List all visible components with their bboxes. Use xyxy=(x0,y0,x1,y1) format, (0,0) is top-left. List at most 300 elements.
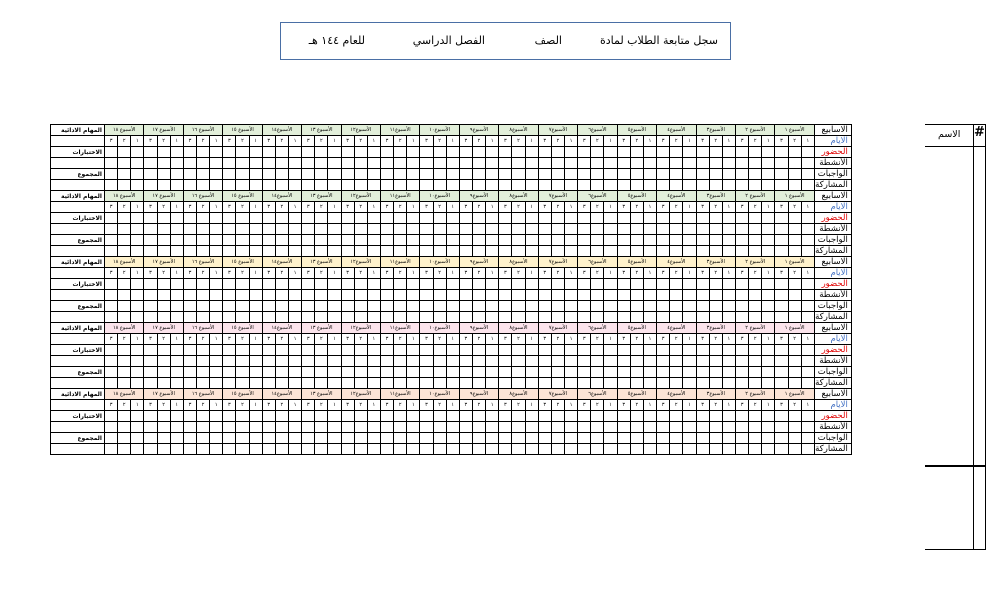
grade-cell[interactable] xyxy=(472,279,485,290)
grade-cell[interactable] xyxy=(578,290,591,301)
grade-cell[interactable] xyxy=(578,378,591,389)
grade-cell[interactable] xyxy=(288,147,301,158)
grade-cell[interactable] xyxy=(380,433,393,444)
grade-cell[interactable] xyxy=(525,279,538,290)
grade-cell[interactable] xyxy=(722,224,735,235)
grade-cell[interactable] xyxy=(551,422,564,433)
grade-cell[interactable] xyxy=(420,290,433,301)
grade-cell[interactable] xyxy=(749,422,762,433)
grade-cell[interactable] xyxy=(617,279,630,290)
grade-cell[interactable] xyxy=(617,444,630,455)
grade-cell[interactable] xyxy=(249,433,262,444)
grade-cell[interactable] xyxy=(170,345,183,356)
grade-cell[interactable] xyxy=(315,158,328,169)
grade-cell[interactable] xyxy=(288,246,301,257)
grade-cell[interactable] xyxy=(328,444,341,455)
grade-cell[interactable] xyxy=(459,433,472,444)
grade-cell[interactable] xyxy=(380,235,393,246)
grade-cell[interactable] xyxy=(105,345,118,356)
grade-cell[interactable] xyxy=(709,147,722,158)
grade-cell[interactable] xyxy=(551,411,564,422)
grade-cell[interactable] xyxy=(775,312,788,323)
grade-cell[interactable] xyxy=(170,180,183,191)
grade-cell[interactable] xyxy=(144,356,157,367)
grade-cell[interactable] xyxy=(236,235,249,246)
grade-cell[interactable] xyxy=(709,301,722,312)
grade-cell[interactable] xyxy=(105,312,118,323)
grade-cell[interactable] xyxy=(236,290,249,301)
grade-cell[interactable] xyxy=(499,246,512,257)
grade-cell[interactable] xyxy=(696,147,709,158)
grade-cell[interactable] xyxy=(105,213,118,224)
grade-cell[interactable] xyxy=(749,235,762,246)
grade-cell[interactable] xyxy=(657,235,670,246)
grade-cell[interactable] xyxy=(525,422,538,433)
grade-cell[interactable] xyxy=(196,433,209,444)
grade-cell[interactable] xyxy=(459,301,472,312)
grade-cell[interactable] xyxy=(604,378,617,389)
grade-cell[interactable] xyxy=(433,279,446,290)
grade-cell[interactable] xyxy=(657,422,670,433)
grade-cell[interactable] xyxy=(341,411,354,422)
grade-cell[interactable] xyxy=(762,301,775,312)
grade-cell[interactable] xyxy=(341,224,354,235)
grade-cell[interactable] xyxy=(722,301,735,312)
grade-cell[interactable] xyxy=(249,235,262,246)
grade-cell[interactable] xyxy=(788,279,801,290)
grade-cell[interactable] xyxy=(472,444,485,455)
grade-cell[interactable] xyxy=(118,147,131,158)
grade-cell[interactable] xyxy=(578,356,591,367)
grade-cell[interactable] xyxy=(801,411,814,422)
grade-cell[interactable] xyxy=(735,444,748,455)
grade-cell[interactable] xyxy=(446,367,459,378)
grade-cell[interactable] xyxy=(551,279,564,290)
grade-cell[interactable] xyxy=(380,444,393,455)
grade-cell[interactable] xyxy=(538,444,551,455)
grade-cell[interactable] xyxy=(643,378,656,389)
grade-cell[interactable] xyxy=(578,367,591,378)
grade-cell[interactable] xyxy=(578,213,591,224)
grade-cell[interactable] xyxy=(328,180,341,191)
blank-cell[interactable] xyxy=(51,334,105,345)
grade-cell[interactable] xyxy=(131,422,144,433)
grade-cell[interactable] xyxy=(564,279,577,290)
grade-cell[interactable] xyxy=(788,169,801,180)
grade-cell[interactable] xyxy=(302,367,315,378)
grade-cell[interactable] xyxy=(775,224,788,235)
grade-cell[interactable] xyxy=(288,356,301,367)
grade-cell[interactable] xyxy=(578,345,591,356)
grade-cell[interactable] xyxy=(446,235,459,246)
grade-cell[interactable] xyxy=(722,213,735,224)
grade-cell[interactable] xyxy=(354,356,367,367)
grade-cell[interactable] xyxy=(709,378,722,389)
grade-cell[interactable] xyxy=(407,158,420,169)
grade-cell[interactable] xyxy=(183,235,196,246)
grade-cell[interactable] xyxy=(538,411,551,422)
grade-cell[interactable] xyxy=(525,235,538,246)
grade-cell[interactable] xyxy=(367,433,380,444)
grade-cell[interactable] xyxy=(262,213,275,224)
grade-cell[interactable] xyxy=(657,147,670,158)
grade-cell[interactable] xyxy=(433,422,446,433)
grade-cell[interactable] xyxy=(499,356,512,367)
grade-cell[interactable] xyxy=(275,433,288,444)
grade-cell[interactable] xyxy=(407,422,420,433)
grade-cell[interactable] xyxy=(328,147,341,158)
grade-cell[interactable] xyxy=(775,433,788,444)
grade-cell[interactable] xyxy=(262,345,275,356)
grade-cell[interactable] xyxy=(105,246,118,257)
grade-cell[interactable] xyxy=(262,422,275,433)
grade-cell[interactable] xyxy=(196,378,209,389)
grade-cell[interactable] xyxy=(696,224,709,235)
grade-cell[interactable] xyxy=(486,301,499,312)
grade-cell[interactable] xyxy=(762,158,775,169)
grade-cell[interactable] xyxy=(275,290,288,301)
grade-cell[interactable] xyxy=(472,246,485,257)
grade-cell[interactable] xyxy=(118,367,131,378)
grade-cell[interactable] xyxy=(170,433,183,444)
grade-cell[interactable] xyxy=(210,169,223,180)
grade-cell[interactable] xyxy=(722,312,735,323)
grade-cell[interactable] xyxy=(367,158,380,169)
grade-cell[interactable] xyxy=(210,246,223,257)
grade-cell[interactable] xyxy=(551,235,564,246)
grade-cell[interactable] xyxy=(604,411,617,422)
grade-cell[interactable] xyxy=(762,411,775,422)
grade-cell[interactable] xyxy=(512,158,525,169)
grade-cell[interactable] xyxy=(683,422,696,433)
grade-cell[interactable] xyxy=(591,378,604,389)
grade-cell[interactable] xyxy=(288,312,301,323)
grade-cell[interactable] xyxy=(302,213,315,224)
grade-cell[interactable] xyxy=(170,290,183,301)
grade-cell[interactable] xyxy=(223,169,236,180)
grade-cell[interactable] xyxy=(657,433,670,444)
grade-cell[interactable] xyxy=(630,312,643,323)
grade-cell[interactable] xyxy=(657,411,670,422)
grade-cell[interactable] xyxy=(288,422,301,433)
grade-cell[interactable] xyxy=(249,367,262,378)
grade-cell[interactable] xyxy=(380,422,393,433)
grade-cell[interactable] xyxy=(144,301,157,312)
grade-cell[interactable] xyxy=(367,367,380,378)
grade-cell[interactable] xyxy=(275,213,288,224)
grade-cell[interactable] xyxy=(512,367,525,378)
grade-cell[interactable] xyxy=(578,235,591,246)
grade-cell[interactable] xyxy=(105,147,118,158)
grade-cell[interactable] xyxy=(512,246,525,257)
grade-cell[interactable] xyxy=(157,312,170,323)
grade-cell[interactable] xyxy=(683,411,696,422)
grade-cell[interactable] xyxy=(735,279,748,290)
grade-cell[interactable] xyxy=(801,147,814,158)
grade-cell[interactable] xyxy=(407,411,420,422)
grade-cell[interactable] xyxy=(538,378,551,389)
grade-cell[interactable] xyxy=(591,301,604,312)
grade-cell[interactable] xyxy=(538,367,551,378)
grade-cell[interactable] xyxy=(709,213,722,224)
grade-cell[interactable] xyxy=(604,235,617,246)
grade-cell[interactable] xyxy=(617,312,630,323)
grade-cell[interactable] xyxy=(105,279,118,290)
grade-cell[interactable] xyxy=(394,422,407,433)
grade-cell[interactable] xyxy=(499,367,512,378)
grade-cell[interactable] xyxy=(170,235,183,246)
grade-cell[interactable] xyxy=(735,356,748,367)
grade-cell[interactable] xyxy=(433,224,446,235)
grade-cell[interactable] xyxy=(538,213,551,224)
grade-cell[interactable] xyxy=(236,224,249,235)
grade-cell[interactable] xyxy=(788,235,801,246)
grade-cell[interactable] xyxy=(630,246,643,257)
grade-cell[interactable] xyxy=(118,312,131,323)
grade-cell[interactable] xyxy=(578,422,591,433)
grade-cell[interactable] xyxy=(262,433,275,444)
grade-cell[interactable] xyxy=(762,180,775,191)
grade-cell[interactable] xyxy=(735,169,748,180)
grade-cell[interactable] xyxy=(302,235,315,246)
grade-cell[interactable] xyxy=(630,180,643,191)
grade-cell[interactable] xyxy=(670,246,683,257)
grade-cell[interactable] xyxy=(459,169,472,180)
grade-cell[interactable] xyxy=(749,312,762,323)
grade-cell[interactable] xyxy=(696,444,709,455)
grade-cell[interactable] xyxy=(328,433,341,444)
grade-cell[interactable] xyxy=(118,290,131,301)
grade-cell[interactable] xyxy=(486,290,499,301)
grade-cell[interactable] xyxy=(722,279,735,290)
grade-cell[interactable] xyxy=(144,180,157,191)
grade-cell[interactable] xyxy=(670,312,683,323)
blank-cell[interactable] xyxy=(51,268,105,279)
grade-cell[interactable] xyxy=(801,290,814,301)
grade-cell[interactable] xyxy=(354,290,367,301)
grade-cell[interactable] xyxy=(657,345,670,356)
grade-cell[interactable] xyxy=(315,378,328,389)
grade-cell[interactable] xyxy=(131,433,144,444)
grade-cell[interactable] xyxy=(696,312,709,323)
grade-cell[interactable] xyxy=(683,301,696,312)
grade-cell[interactable] xyxy=(394,213,407,224)
grade-cell[interactable] xyxy=(446,312,459,323)
grade-cell[interactable] xyxy=(328,301,341,312)
grade-cell[interactable] xyxy=(486,422,499,433)
grade-cell[interactable] xyxy=(578,158,591,169)
grade-cell[interactable] xyxy=(380,180,393,191)
grade-cell[interactable] xyxy=(275,411,288,422)
blank-cell[interactable] xyxy=(51,180,105,191)
grade-cell[interactable] xyxy=(170,422,183,433)
grade-cell[interactable] xyxy=(170,356,183,367)
grade-cell[interactable] xyxy=(144,224,157,235)
grade-cell[interactable] xyxy=(420,180,433,191)
grade-cell[interactable] xyxy=(157,367,170,378)
grade-cell[interactable] xyxy=(157,246,170,257)
grade-cell[interactable] xyxy=(617,224,630,235)
grade-cell[interactable] xyxy=(223,367,236,378)
grade-cell[interactable] xyxy=(762,378,775,389)
grade-cell[interactable] xyxy=(131,235,144,246)
grade-cell[interactable] xyxy=(157,180,170,191)
grade-cell[interactable] xyxy=(683,169,696,180)
grade-cell[interactable] xyxy=(578,279,591,290)
grade-cell[interactable] xyxy=(288,411,301,422)
grade-cell[interactable] xyxy=(105,158,118,169)
grade-cell[interactable] xyxy=(275,246,288,257)
grade-cell[interactable] xyxy=(459,147,472,158)
grade-cell[interactable] xyxy=(407,169,420,180)
grade-cell[interactable] xyxy=(538,290,551,301)
grade-cell[interactable] xyxy=(367,180,380,191)
grade-cell[interactable] xyxy=(262,444,275,455)
grade-cell[interactable] xyxy=(302,246,315,257)
grade-cell[interactable] xyxy=(433,444,446,455)
grade-cell[interactable] xyxy=(262,158,275,169)
grade-cell[interactable] xyxy=(341,301,354,312)
grade-cell[interactable] xyxy=(551,444,564,455)
grade-cell[interactable] xyxy=(762,312,775,323)
grade-cell[interactable] xyxy=(775,290,788,301)
grade-cell[interactable] xyxy=(118,213,131,224)
grade-cell[interactable] xyxy=(328,224,341,235)
grade-cell[interactable] xyxy=(525,444,538,455)
grade-cell[interactable] xyxy=(170,378,183,389)
grade-cell[interactable] xyxy=(486,279,499,290)
grade-cell[interactable] xyxy=(407,356,420,367)
grade-cell[interactable] xyxy=(394,169,407,180)
grade-cell[interactable] xyxy=(512,422,525,433)
grade-cell[interactable] xyxy=(499,169,512,180)
grade-cell[interactable] xyxy=(696,367,709,378)
grade-cell[interactable] xyxy=(643,213,656,224)
grade-cell[interactable] xyxy=(105,235,118,246)
grade-cell[interactable] xyxy=(367,235,380,246)
grade-cell[interactable] xyxy=(564,224,577,235)
grade-cell[interactable] xyxy=(144,411,157,422)
grade-cell[interactable] xyxy=(630,433,643,444)
grade-cell[interactable] xyxy=(118,378,131,389)
grade-cell[interactable] xyxy=(591,312,604,323)
grade-cell[interactable] xyxy=(657,224,670,235)
grade-cell[interactable] xyxy=(630,367,643,378)
grade-cell[interactable] xyxy=(302,312,315,323)
grade-cell[interactable] xyxy=(564,147,577,158)
grade-cell[interactable] xyxy=(499,213,512,224)
grade-cell[interactable] xyxy=(157,411,170,422)
grade-cell[interactable] xyxy=(551,367,564,378)
grade-cell[interactable] xyxy=(223,422,236,433)
grade-cell[interactable] xyxy=(196,158,209,169)
grade-cell[interactable] xyxy=(538,180,551,191)
grade-cell[interactable] xyxy=(630,422,643,433)
grade-cell[interactable] xyxy=(433,290,446,301)
grade-cell[interactable] xyxy=(486,444,499,455)
grade-cell[interactable] xyxy=(354,279,367,290)
grade-cell[interactable] xyxy=(538,279,551,290)
grade-cell[interactable] xyxy=(775,180,788,191)
grade-cell[interactable] xyxy=(591,356,604,367)
grade-cell[interactable] xyxy=(288,180,301,191)
grade-cell[interactable] xyxy=(722,147,735,158)
grade-cell[interactable] xyxy=(591,224,604,235)
grade-cell[interactable] xyxy=(302,158,315,169)
grade-cell[interactable] xyxy=(499,147,512,158)
grade-cell[interactable] xyxy=(459,356,472,367)
grade-cell[interactable] xyxy=(512,411,525,422)
grade-cell[interactable] xyxy=(630,235,643,246)
grade-cell[interactable] xyxy=(420,279,433,290)
grade-cell[interactable] xyxy=(328,356,341,367)
grade-cell[interactable] xyxy=(157,158,170,169)
grade-cell[interactable] xyxy=(446,433,459,444)
grade-cell[interactable] xyxy=(288,224,301,235)
grade-cell[interactable] xyxy=(262,367,275,378)
grade-cell[interactable] xyxy=(354,312,367,323)
grade-cell[interactable] xyxy=(670,345,683,356)
grade-cell[interactable] xyxy=(525,213,538,224)
grade-cell[interactable] xyxy=(643,356,656,367)
grade-cell[interactable] xyxy=(564,246,577,257)
grade-cell[interactable] xyxy=(196,312,209,323)
grade-cell[interactable] xyxy=(328,367,341,378)
grade-cell[interactable] xyxy=(472,169,485,180)
grade-cell[interactable] xyxy=(630,378,643,389)
grade-cell[interactable] xyxy=(118,235,131,246)
grade-cell[interactable] xyxy=(210,301,223,312)
grade-cell[interactable] xyxy=(183,224,196,235)
grade-cell[interactable] xyxy=(630,301,643,312)
grade-cell[interactable] xyxy=(210,444,223,455)
grade-cell[interactable] xyxy=(604,147,617,158)
grade-cell[interactable] xyxy=(499,422,512,433)
grade-cell[interactable] xyxy=(354,411,367,422)
grade-cell[interactable] xyxy=(762,147,775,158)
grade-cell[interactable] xyxy=(749,180,762,191)
grade-cell[interactable] xyxy=(196,180,209,191)
grade-cell[interactable] xyxy=(249,279,262,290)
grade-cell[interactable] xyxy=(604,158,617,169)
grade-cell[interactable] xyxy=(354,367,367,378)
grade-cell[interactable] xyxy=(394,147,407,158)
grade-cell[interactable] xyxy=(249,345,262,356)
grade-cell[interactable] xyxy=(354,246,367,257)
grade-cell[interactable] xyxy=(433,246,446,257)
grade-cell[interactable] xyxy=(394,356,407,367)
grade-cell[interactable] xyxy=(591,422,604,433)
grade-cell[interactable] xyxy=(459,411,472,422)
grade-cell[interactable] xyxy=(341,290,354,301)
grade-cell[interactable] xyxy=(170,312,183,323)
grade-cell[interactable] xyxy=(223,147,236,158)
grade-cell[interactable] xyxy=(118,411,131,422)
grade-cell[interactable] xyxy=(118,180,131,191)
grade-cell[interactable] xyxy=(657,356,670,367)
grade-cell[interactable] xyxy=(407,367,420,378)
grade-cell[interactable] xyxy=(262,312,275,323)
grade-cell[interactable] xyxy=(735,224,748,235)
grade-cell[interactable] xyxy=(275,312,288,323)
grade-cell[interactable] xyxy=(118,224,131,235)
grade-cell[interactable] xyxy=(433,411,446,422)
grade-cell[interactable] xyxy=(670,147,683,158)
grade-cell[interactable] xyxy=(367,356,380,367)
grade-cell[interactable] xyxy=(196,411,209,422)
grade-cell[interactable] xyxy=(683,279,696,290)
grade-cell[interactable] xyxy=(486,312,499,323)
